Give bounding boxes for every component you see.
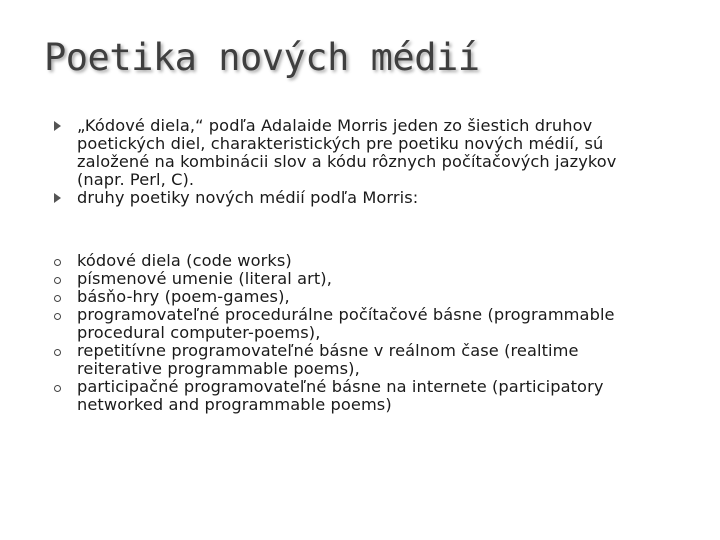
circle-bullet-icon (54, 259, 61, 266)
list-item-text: programovateľné procedurálne počítačové básne (programmable procedural computer-poems), (77, 305, 615, 342)
list-item-text: druhy poetiky nových médií podľa Morris: (77, 188, 419, 207)
circle-bullet-icon (54, 277, 61, 284)
list-item-text: repetitívne programovateľné básne v reálnom čase (realtime reiterative programmable poems), (77, 341, 579, 378)
circle-bullet-icon (54, 313, 61, 320)
list-item-text: „Kódové diela,“ podľa Adalaide Morris jeden zo šiestich druhov poetických diel, charakteristických pre poetiku nových médií, sú založené na kombinácii slov a kódu rôznych počítačových jazykov (napr. Perl, C). (77, 116, 617, 189)
list-item-text: písmenové umenie (literal art), (77, 269, 332, 288)
sub-bullet-list (0, 252, 637, 414)
slide-title: Poetika nových médií (44, 36, 480, 79)
list-item (0, 252, 637, 270)
list-item-text: básňo-hry (poem-games), (77, 287, 290, 306)
main-bullet-list (0, 117, 637, 207)
list-item (0, 288, 637, 306)
list-item (0, 378, 637, 414)
circle-bullet-icon (54, 385, 61, 392)
list-item (0, 117, 637, 189)
circle-bullet-icon (54, 349, 61, 356)
list-item (0, 306, 637, 342)
list-item (0, 342, 637, 378)
list-item-text: participačné programovateľné básne na internete (participatory networked and programmable poems) (77, 377, 604, 414)
list-item (0, 189, 637, 207)
list-item-text: kódové diela (code works) (77, 251, 292, 270)
list-item (0, 270, 637, 288)
circle-bullet-icon (54, 295, 61, 302)
triangle-bullet-icon (54, 193, 61, 203)
triangle-bullet-icon (54, 121, 61, 131)
